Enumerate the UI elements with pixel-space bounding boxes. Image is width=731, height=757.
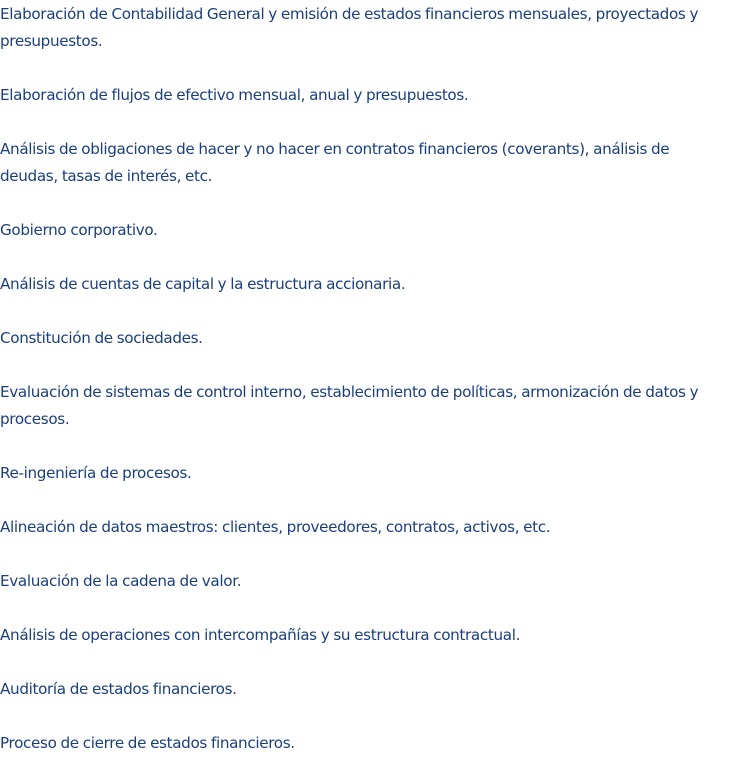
service-item: Constitución de sociedades.	[0, 329, 203, 347]
service-item: Alineación de datos maestros: clientes, proveedores, contratos, activos, etc.	[0, 518, 551, 536]
service-item: Re-ingeniería de procesos.	[0, 464, 192, 482]
service-item: Análisis de obligaciones de hacer y no hacer en contratos financieros (coverants), análisis de deudas, tasas de interés, etc.	[0, 140, 670, 185]
service-item: Análisis de operaciones con intercompañías y su estructura contractual.	[0, 626, 521, 644]
service-item: Evaluación de sistemas de control interno, establecimiento de políticas, armonización de datos y procesos.	[0, 383, 699, 428]
service-item: Gobierno corporativo.	[0, 221, 158, 239]
service-item: Auditoría de estados financieros.	[0, 680, 237, 698]
service-item: Elaboración de Contabilidad General y emisión de estados financieros mensuales, proyectados y presupuestos.	[0, 5, 699, 50]
services-list	[0, 1, 731, 757]
service-item: Análisis de cuentas de capital y la estructura accionaria.	[0, 275, 406, 293]
service-item: Evaluación de la cadena de valor.	[0, 572, 242, 590]
service-item: Elaboración de flujos de efectivo mensual, anual y presupuestos.	[0, 86, 469, 104]
service-item: Proceso de cierre de estados financieros.	[0, 734, 295, 752]
